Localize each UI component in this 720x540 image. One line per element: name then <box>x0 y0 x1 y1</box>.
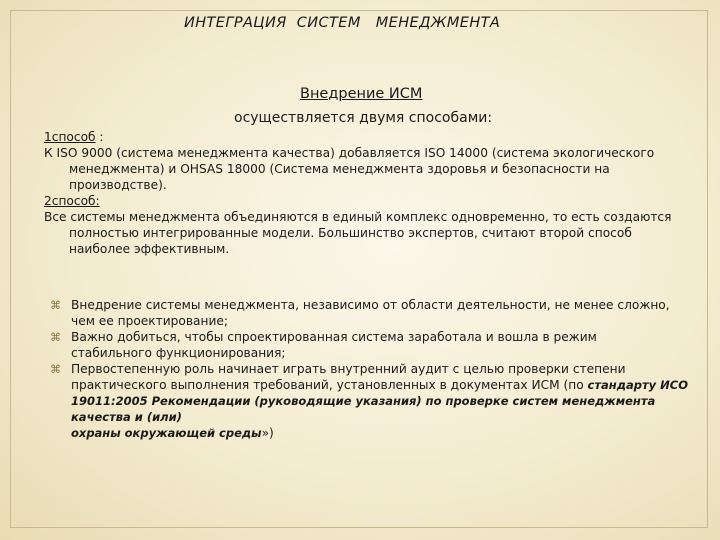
method-1-heading: 1способ <box>44 130 96 144</box>
section-subtitle: Внедрение ИСМ <box>300 86 423 102</box>
bullet-icon: ⌘ <box>50 299 61 312</box>
method-1-line-3: производстве). <box>69 178 167 192</box>
list-item: ⌘ Внедрение системы менеджмента, независимо от области деятельности, не менее сложно, чем ее проектирование; <box>50 298 670 328</box>
method-2-line-1: Все системы менеджмента объединяются в единый комплекс одновременно, то есть создаются <box>44 210 672 224</box>
bullet-icon: ⌘ <box>50 363 61 376</box>
bullet-list <box>50 297 690 441</box>
method-2-line-3: наиболее эффективным. <box>69 242 230 256</box>
method-2-heading: 2способ: <box>44 194 100 208</box>
list-item: ⌘ Первостепенную роль начинает играть внутренний аудит с целью проверки степени практического выполнения требований, установленных в документах ИСМ (по стандарту ИСО 19011:2005 Рекомендации (руководящие указания) по проверке систем менеджмента качества и (или) охраны окружающей среды») <box>50 362 689 440</box>
method-2-line-2: полностью интегрированные модели. Большинство экспертов, считают второй способ <box>69 226 632 240</box>
method-1-line-2: менеджмента) и OHSAS 18000 (Система менеджмента здоровья и безопасности на <box>69 162 610 176</box>
method-1-line-1: К ISO 9000 (система менеджмента качества) добавляется ISO 14000 (система экологического <box>44 146 655 160</box>
list-item: ⌘ Важно добиться, чтобы спроектированная система заработала и вошла в режим стабильного функционирования; <box>50 330 597 360</box>
methods-block <box>44 129 694 257</box>
method-2 <box>44 193 694 257</box>
slide-title: ИНТЕГРАЦИЯ СИСТЕМ МЕНЕДЖМЕНТА <box>184 15 501 31</box>
method-1: 1способ : К ISO 9000 (система менеджмента качества) добавляется ISO 14000 (система экологического менеджмента) и OHSAS 18000 (Система менеджмента здоровья и безопасности на производстве). <box>44 129 694 193</box>
bullet-icon: ⌘ <box>50 331 61 344</box>
standard-reference: стандарту ИСО <box>587 378 689 392</box>
lead-text: осуществляется двумя способами: <box>234 110 493 126</box>
